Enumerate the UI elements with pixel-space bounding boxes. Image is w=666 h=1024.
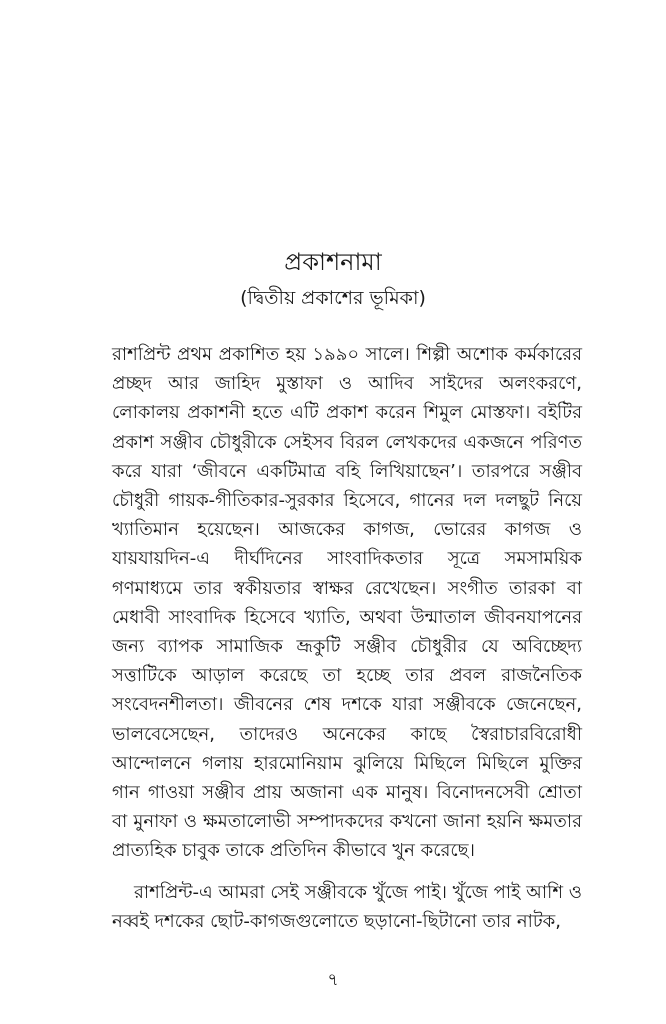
page-subtitle: (দ্বিতীয় প্রকাশের ভূমিকা) — [240, 287, 426, 309]
paragraph: রাশপ্রিন্ট-এ আমরা সেই সঞ্জীবকে খুঁজে পাই। খুঁজে পাই আশি ও নব্বই দশকের ছোট-কাগজগুলোতে ছড়ানো-ছিটানো তার নাটক, — [112, 881, 582, 932]
page-title: প্রকাশনামা — [284, 248, 382, 276]
paragraph: রাশপ্রিন্ট প্রথম প্রকাশিত হয় ১৯৯০ সালে। শিল্পী অশোক কর্মকারের প্রচ্ছদ আর জাহিদ মুস্তাফা ও আদিব সাইদের অলংকরণে, লোকালয় প্রকাশনী হতে এটি প্রকাশ করেন শিমুল মোস্তফা। বইটির প্রকাশ সঞ্জীব চৌধুরীকে সেইসব বিরল লেখকদের একজনে পরিণত করে যারা ‘জীবনে একটিমাত্র বহি লিখিয়াছেন’। তারপরে সঞ্জীব চৌধুরী গায়ক-গীতিকার-সুরকার হিসেবে, গানের দল দলছুট নিয়ে খ্যাতিমান হয়েছেন। আজকের কাগজ, ভোরের কাগজ ও যায়যায়দিন-এ দীর্ঘদিনের সাংবাদিকতার সূত্রে সমসাময়িক গণমাধ্যমে তার স্বকীয়তার স্বাক্ষর রেখেছেন। সংগীত তারকা বা মেধাবী সাংবাদিক হিসেবে খ্যাতি, অথবা উন্মাতাল জীবনযাপনের জন্য ব্যাপক সামাজিক ভ্রূকুটি সঞ্জীব চৌধুরীর যে অবিচ্ছেদ্য সত্তাটিকে আড়াল করেছে তা হচ্ছে তার প্রবল রাজনৈতিক সংবেদনশীলতা। জীবনের শেষ দশকে যারা সঞ্জীবকে জেনেছেন, ভালবেসেছেন, তাদেরও অনেকের কাছে স্বৈরাচারবিরোধী আন্দোলনে গলায় হারমোনিয়াম ঝুলিয়ে মিছিলে মিছিলে মুক্তির গান গাওয়া সঞ্জীব প্রায় অজানা এক মানুষ। বিনোদনসেবী শ্রোতা বা মুনাফা ও ক্ষমতালোভী সম্পাদকদের কখনো জানা হয়নি ক্ষমতার প্রাত্যহিক চাবুক তাকে প্রতিদিন কীভাবে খুন করেছে। — [112, 344, 582, 862]
page-number: ৭ — [327, 970, 339, 990]
body-text — [112, 340, 582, 936]
